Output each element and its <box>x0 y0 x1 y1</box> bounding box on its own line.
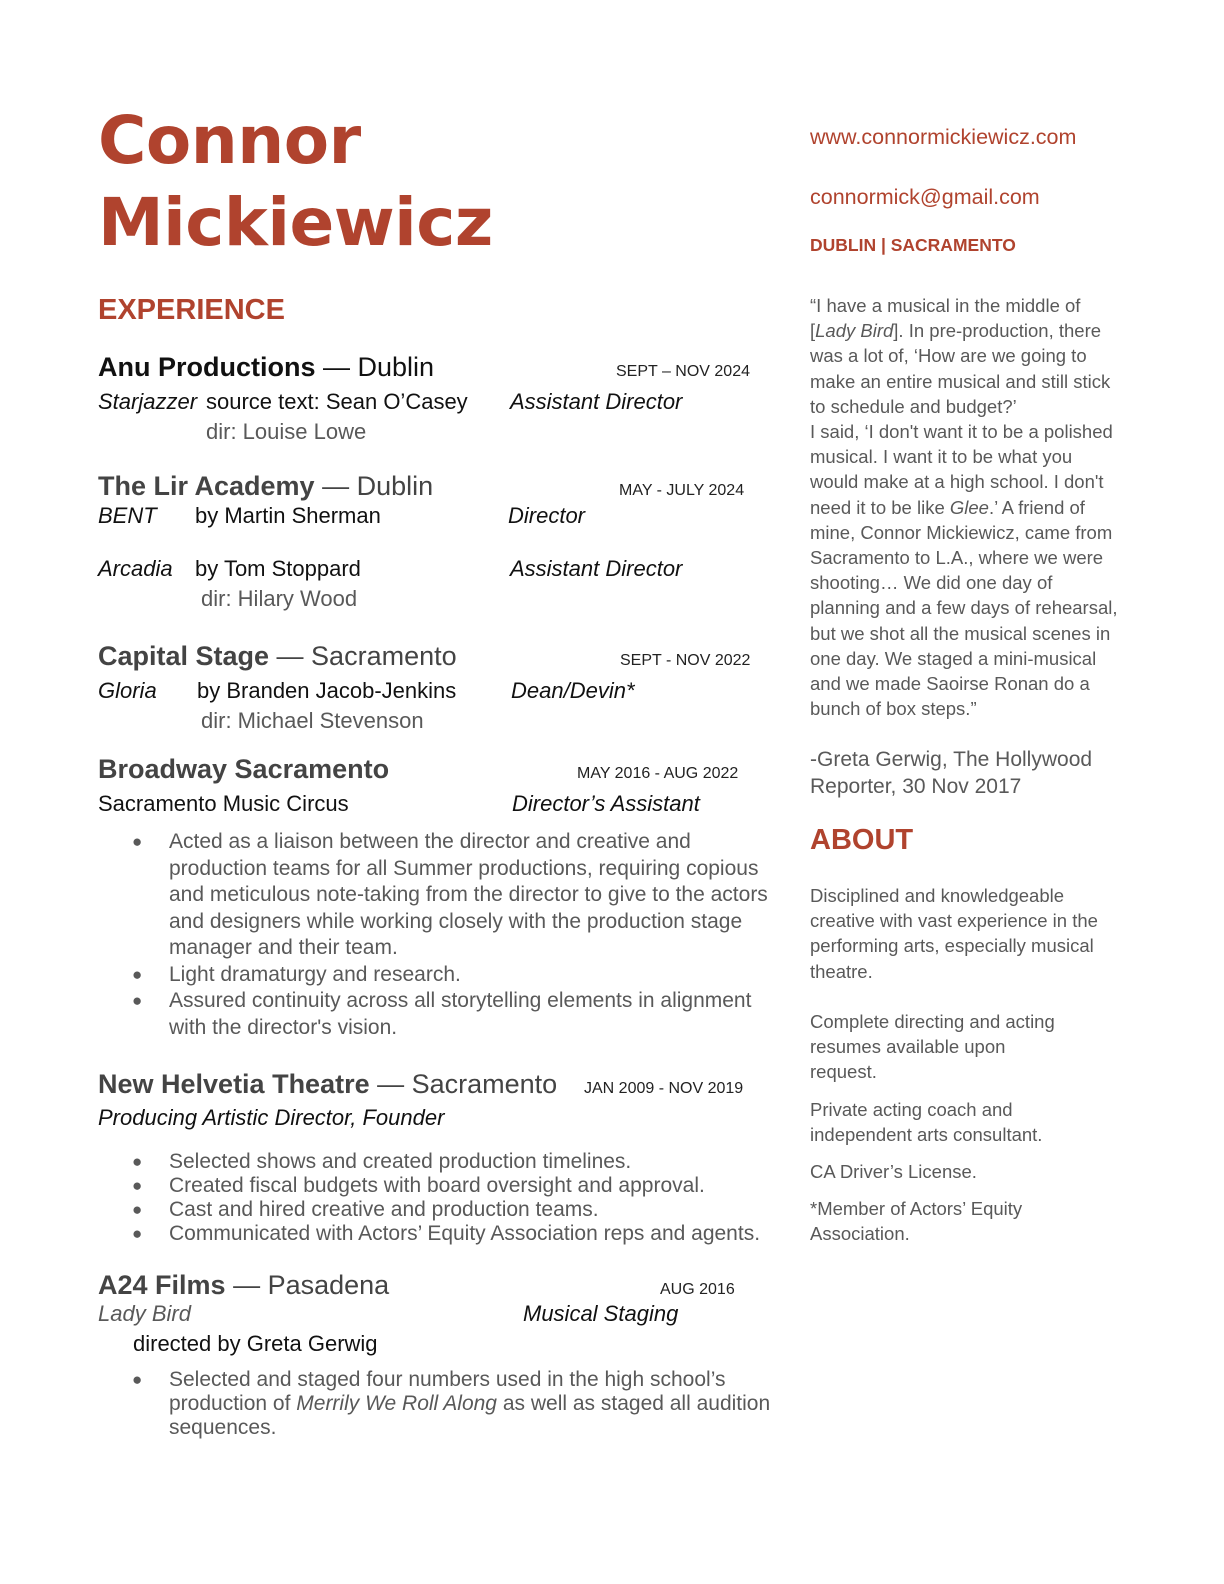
about-paragraph-1: Disciplined and knowledgeable creative with vast experience in the performing arts, especially musical theatre. <box>810 885 1098 982</box>
lir-credit-2: by Tom Stoppard <box>195 556 361 581</box>
helvetia-place: — Sacramento <box>369 1069 558 1099</box>
capital-org-line <box>98 641 457 672</box>
anu-place: — Dublin <box>315 352 435 382</box>
list-item: and designers while working closely with the production stage <box>169 909 743 933</box>
list-item: ● Created fiscal budgets with board oversight and approval. <box>132 1174 705 1197</box>
lir-role-1: Director <box>508 503 586 528</box>
list-item: ● Assured continuity across all storytelling elements in alignment <box>98 988 798 1015</box>
list-item: sequences. <box>169 1416 277 1439</box>
name-last: Mickiewicz <box>98 184 493 261</box>
broadway-org-line <box>98 754 389 785</box>
helvetia-org: New Helvetia Theatre <box>98 1069 370 1099</box>
helvetia-role: Producing Artistic Director, Founder <box>98 1105 445 1130</box>
capital-dates: SEPT - NOV 2022 <box>620 652 751 669</box>
capital-org: Capital Stage <box>98 641 270 671</box>
a24-place: — Pasadena <box>225 1270 390 1300</box>
website-link[interactable]: www.connormickiewicz.com <box>810 125 1077 149</box>
capital-place: — Sacramento <box>269 641 457 671</box>
broadway-org: Broadway Sacramento <box>98 754 390 784</box>
bullet-dot: ● <box>132 1224 143 1243</box>
about-paragraph-2: Complete directing and acting resumes available upon request. <box>810 1011 1055 1083</box>
lir-place: — Dublin <box>314 471 434 501</box>
location-label: DUBLIN | SACRAMENTO <box>810 235 1016 255</box>
bullet-dot: ● <box>132 964 143 984</box>
a24-dir: directed by Greta Gerwig <box>133 1331 378 1356</box>
bullet-dot: ● <box>132 1370 143 1389</box>
broadway-dates: MAY 2016 - AUG 2022 <box>577 765 739 782</box>
anu-dates: SEPT – NOV 2024 <box>616 363 750 380</box>
lir-show-2: Arcadia <box>98 556 173 581</box>
capital-dir: dir: Michael Stevenson <box>201 708 424 733</box>
about-heading: ABOUT <box>810 824 914 856</box>
experience-heading: EXPERIENCE <box>98 294 285 326</box>
bullet-dot: ● <box>132 1176 143 1195</box>
lady-bird-title: Lady Bird <box>815 320 894 342</box>
helvetia-dates: JAN 2009 - NOV 2019 <box>584 1080 744 1097</box>
about-paragraph-5: *Member of Actors’ Equity Association. <box>810 1198 1023 1245</box>
a24-bullets <box>98 1368 798 1440</box>
merrily-title: Merrily We Roll Along <box>296 1392 497 1415</box>
anu-org-line <box>98 352 434 383</box>
glee-title: Glee <box>949 496 989 518</box>
list-item: production teams for all Summer productions, requiring copious <box>169 856 759 880</box>
a24-show: Lady Bird <box>98 1301 191 1326</box>
bullet-dot: ● <box>132 1200 143 1219</box>
lir-org-line <box>98 471 433 502</box>
lir-credit-1: by Martin Sherman <box>195 503 381 528</box>
email-link[interactable]: connormick@gmail.com <box>810 185 1040 209</box>
broadway-role: Director’s Assistant <box>512 791 700 816</box>
list-item: ● Acted as a liaison between the director and creative and <box>98 829 798 856</box>
capital-credit: by Branden Jacob-Jenkins <box>197 678 457 703</box>
list-item: with the director's vision. <box>169 1015 398 1039</box>
a24-role: Musical Staging <box>523 1301 679 1326</box>
gerwig-quote: “I have a musical in the middle of [Lady Bird]. In pre-production, there was a lot of, ‘How are we going to make an entire musical and still stick to schedule and budget?’ I said, ‘I don't want it to be a polished musical. I want it to be what you would make at a high school. I don't need it to be like Glee.’ A friend of mine, Connor Mickiewicz, came from Sacramento to L.A., where we were shooting… We did one day of planning and a few days of rehearsal, but we shot all the musical scenes in one day. We staged a mini-musical and we made Saoirse Ronan do a bunch of box steps.” <box>810 295 1118 720</box>
list-item: ● Selected shows and created production timelines. <box>132 1150 632 1173</box>
lir-org: The Lir Academy <box>98 471 315 501</box>
a24-org: A24 Films <box>98 1270 226 1300</box>
bullet-dot: ● <box>132 832 143 851</box>
list-item: and meticulous note-taking from the director to give to the actors <box>169 883 768 906</box>
list-item: production of Merrily We Roll Along as well as staged all audition <box>169 1392 771 1415</box>
list-item: ● Selected and staged four numbers used in the high school’s <box>132 1368 726 1391</box>
broadway-sub: Sacramento Music Circus <box>98 791 349 816</box>
anu-org: Anu Productions <box>98 352 316 382</box>
list-item: ● Light dramaturgy and research. <box>98 962 798 989</box>
lir-show-1: BENT <box>98 503 157 528</box>
helvetia-org-line <box>98 1069 557 1100</box>
anu-role: Assistant Director <box>510 389 683 414</box>
anu-dir: dir: Louise Lowe <box>206 419 367 444</box>
lir-role-2: Assistant Director <box>510 556 683 581</box>
name-first: Connor <box>98 102 361 179</box>
a24-org-line <box>98 1270 389 1301</box>
list-item: ● Cast and hired creative and production teams. <box>132 1198 599 1221</box>
anu-show: Starjazzer <box>98 389 198 414</box>
about-paragraph-3: Private acting coach and independent arts consultant. <box>810 1099 1043 1146</box>
helvetia-bullets <box>98 1150 798 1246</box>
broadway-bullets <box>98 829 798 1041</box>
list-item: ● Communicated with Actors’ Equity Association reps and agents. <box>132 1222 761 1245</box>
list-item: manager and their team. <box>169 936 398 959</box>
anu-credit: source text: Sean O’Casey <box>206 389 468 414</box>
a24-dates: AUG 2016 <box>660 1281 735 1298</box>
bullet-dot: ● <box>132 1152 143 1171</box>
lir-dates: MAY - JULY 2024 <box>619 482 745 499</box>
quote-attribution: -Greta Gerwig, The Hollywood Reporter, 30 Nov 2017 <box>810 748 1093 798</box>
capital-role: Dean/Devin* <box>511 678 635 703</box>
bullet-dot: ● <box>132 991 143 1010</box>
lir-dir-2: dir: Hilary Wood <box>201 586 358 611</box>
about-paragraph-4: CA Driver’s License. <box>810 1161 977 1182</box>
capital-show: Gloria <box>98 678 157 703</box>
